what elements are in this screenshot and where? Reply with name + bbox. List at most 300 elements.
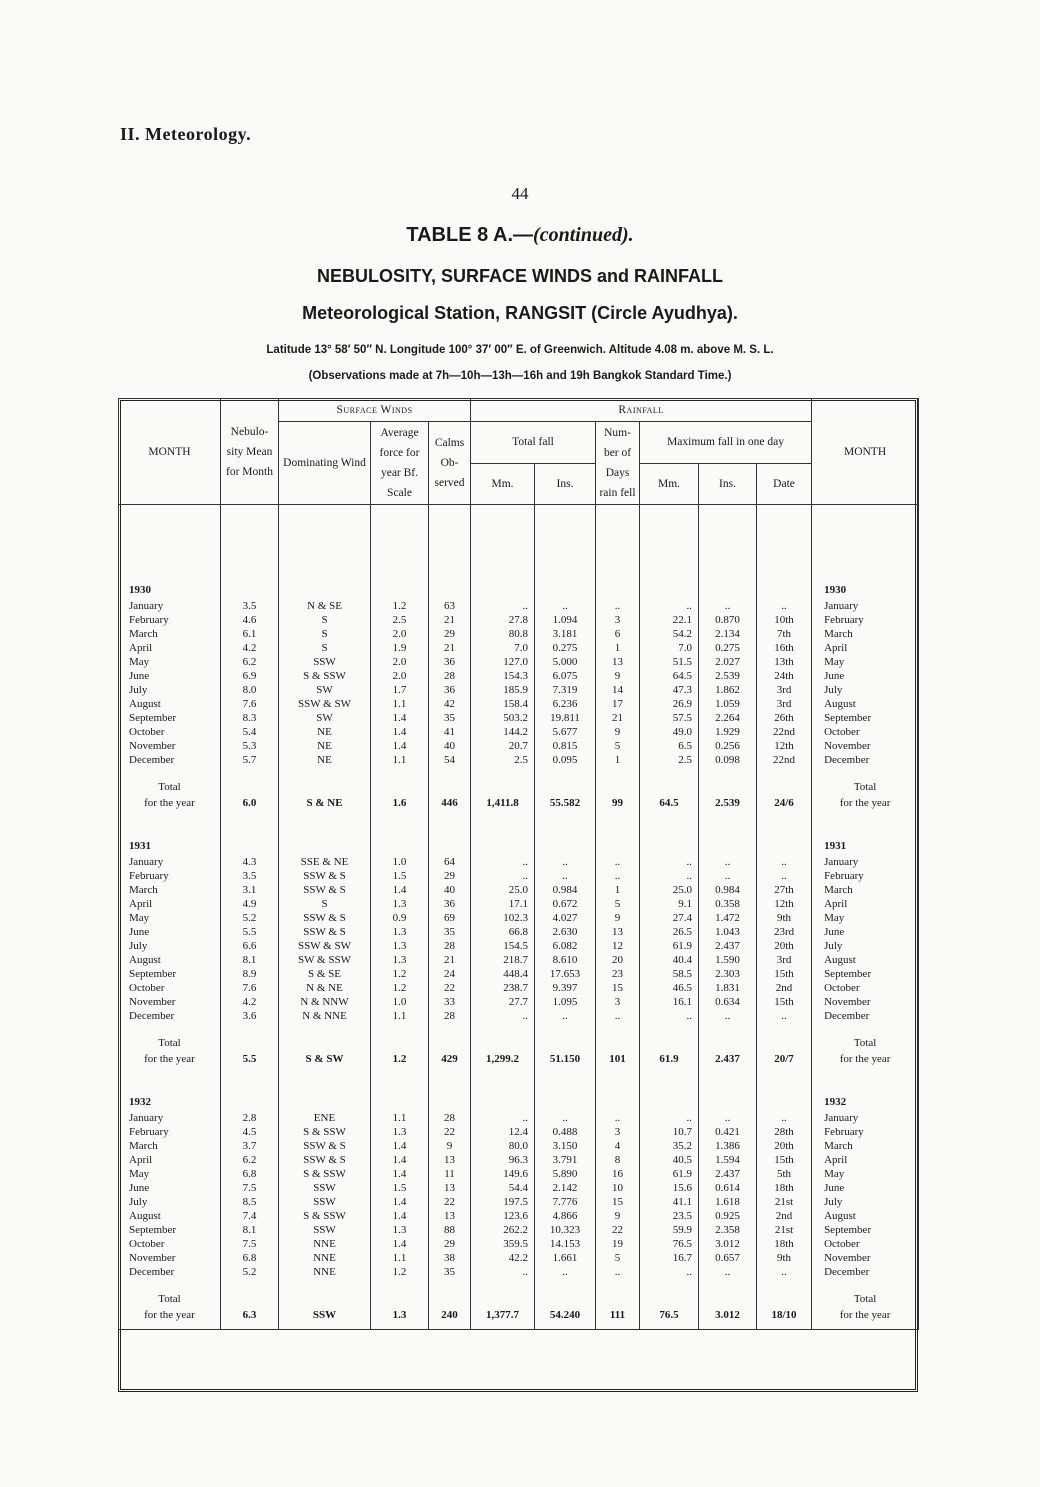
year-label: 1930	[119, 581, 221, 599]
total-label-right: Total	[812, 779, 919, 795]
empty-cell	[471, 1067, 535, 1093]
empty-cell	[757, 505, 812, 536]
empty-cell	[279, 1023, 371, 1035]
empty-cell	[535, 779, 596, 795]
rain-days: ..	[596, 1111, 640, 1125]
empty-cell	[535, 1093, 596, 1111]
total-row	[119, 1291, 919, 1307]
dominating-wind: S & SSW	[279, 1125, 371, 1139]
average-force: 1.4	[371, 883, 429, 897]
rain-days: ..	[596, 869, 640, 883]
max-date: 28th	[757, 1125, 812, 1139]
empty-cell	[596, 767, 640, 779]
empty-cell	[535, 1279, 596, 1291]
calms: 28	[429, 1009, 471, 1023]
year-row	[119, 1093, 919, 1111]
nebulosity: 4.6	[221, 613, 279, 627]
month-label-right: November	[812, 995, 919, 1009]
total-max-date: 24/6	[757, 795, 812, 811]
dominating-wind: SSE & NE	[279, 855, 371, 869]
max-date: ..	[757, 869, 812, 883]
max-date: 12th	[757, 739, 812, 753]
empty-cell	[471, 1093, 535, 1111]
rain-days: 14	[596, 683, 640, 697]
average-force: 1.3	[371, 1125, 429, 1139]
calms: 33	[429, 995, 471, 1009]
month-label-right: September	[812, 1223, 919, 1237]
month-label: June	[119, 669, 221, 683]
table-row	[119, 1153, 919, 1167]
average-force: 1.1	[371, 1251, 429, 1265]
empty-cell	[535, 1067, 596, 1093]
total-mm: 102.3	[471, 911, 535, 925]
nebulosity: 4.5	[221, 1125, 279, 1139]
total-ins: 1.095	[535, 995, 596, 1009]
empty-cell	[371, 1067, 429, 1093]
total-total-mm: 1,299.2	[471, 1051, 535, 1067]
month-label-right: June	[812, 1181, 919, 1195]
table-row	[119, 683, 919, 697]
max-date: 15th	[757, 967, 812, 981]
total-ins: 5.890	[535, 1167, 596, 1181]
month-label: February	[119, 1125, 221, 1139]
max-date: 5th	[757, 1167, 812, 1181]
month-label: July	[119, 939, 221, 953]
month-label: July	[119, 683, 221, 697]
empty-cell	[371, 1323, 429, 1330]
empty-cell	[535, 767, 596, 779]
table-row	[119, 981, 919, 995]
total-ins: 8.610	[535, 953, 596, 967]
empty-cell	[699, 1035, 757, 1051]
month-label: January	[119, 855, 221, 869]
rain-days: 13	[596, 925, 640, 939]
empty-cell	[279, 837, 371, 855]
total-ins: 3.150	[535, 1139, 596, 1153]
empty-cell	[371, 779, 429, 795]
year-label: 1931	[119, 837, 221, 855]
max-ins: 1.929	[699, 725, 757, 739]
empty-cell	[699, 1323, 757, 1330]
total-values-row	[119, 1307, 919, 1323]
max-ins: 0.256	[699, 739, 757, 753]
table-title-suffix: (continued).	[533, 224, 634, 246]
empty-cell	[596, 1323, 640, 1330]
month-label: June	[119, 925, 221, 939]
dominating-wind: N & NE	[279, 981, 371, 995]
max-mm: 61.9	[640, 939, 699, 953]
max-mm: 64.5	[640, 669, 699, 683]
total-mm: 127.0	[471, 655, 535, 669]
total-label-year: for the year	[119, 1051, 221, 1067]
total-ins: 6.082	[535, 939, 596, 953]
max-ins: 0.421	[699, 1125, 757, 1139]
empty-cell	[471, 811, 535, 837]
nebulosity: 6.6	[221, 939, 279, 953]
total-ins: 5.677	[535, 725, 596, 739]
empty-cell	[279, 505, 371, 536]
max-mm: 76.5	[640, 1237, 699, 1251]
max-ins: ..	[699, 855, 757, 869]
max-mm: ..	[640, 869, 699, 883]
col-rainfall: Rainfall	[471, 399, 812, 422]
calms: 28	[429, 1111, 471, 1125]
table-row	[119, 939, 919, 953]
nebulosity: 8.9	[221, 967, 279, 981]
max-date: 15th	[757, 1153, 812, 1167]
dominating-wind: S	[279, 613, 371, 627]
total-row	[119, 1035, 919, 1051]
empty-cell	[471, 535, 535, 581]
total-total-ins: 55.582	[535, 795, 596, 811]
calms: 13	[429, 1181, 471, 1195]
calms: 36	[429, 897, 471, 911]
empty-cell	[119, 1023, 221, 1035]
table-row	[119, 1167, 919, 1181]
max-ins: 1.043	[699, 925, 757, 939]
month-label: April	[119, 897, 221, 911]
max-date: 3rd	[757, 697, 812, 711]
nebulosity: 5.4	[221, 725, 279, 739]
calms: 88	[429, 1223, 471, 1237]
month-label: May	[119, 911, 221, 925]
total-mm: ..	[471, 599, 535, 613]
month-label-right: August	[812, 1209, 919, 1223]
dominating-wind: SSW	[279, 1181, 371, 1195]
rain-days: 6	[596, 627, 640, 641]
max-ins: 0.925	[699, 1209, 757, 1223]
max-ins: 0.275	[699, 641, 757, 655]
month-label-right: July	[812, 683, 919, 697]
total-mm: ..	[471, 855, 535, 869]
month-label-right: January	[812, 1111, 919, 1125]
month-label: July	[119, 1195, 221, 1209]
nebulosity: 8.0	[221, 683, 279, 697]
dominating-wind: SSW & S	[279, 883, 371, 897]
total-values-row	[119, 1051, 919, 1067]
average-force: 1.3	[371, 953, 429, 967]
average-force: 1.3	[371, 1223, 429, 1237]
table-row	[119, 739, 919, 753]
month-label-right: October	[812, 981, 919, 995]
empty-cell	[699, 581, 757, 599]
empty-cell	[699, 505, 757, 536]
table-row	[119, 953, 919, 967]
empty-cell	[221, 581, 279, 599]
empty-cell	[371, 505, 429, 536]
total-ins: 6.236	[535, 697, 596, 711]
empty-cell	[471, 767, 535, 779]
table-row	[119, 711, 919, 725]
nebulosity: 7.5	[221, 1181, 279, 1195]
dominating-wind: N & NNW	[279, 995, 371, 1009]
average-force: 1.5	[371, 1181, 429, 1195]
rain-days: 1	[596, 883, 640, 897]
max-mm: 54.2	[640, 627, 699, 641]
rain-days: 9	[596, 911, 640, 925]
month-label: August	[119, 697, 221, 711]
max-date: 22nd	[757, 753, 812, 767]
month-label-right: June	[812, 669, 919, 683]
max-mm: 40.5	[640, 1153, 699, 1167]
dominating-wind: SSW & S	[279, 1139, 371, 1153]
nebulosity: 4.2	[221, 641, 279, 655]
total-mm: ..	[471, 869, 535, 883]
empty-cell	[371, 1093, 429, 1111]
total-label-year-right: for the year	[812, 1051, 919, 1067]
empty-cell	[221, 1023, 279, 1035]
total-ins: 0.488	[535, 1125, 596, 1139]
max-ins: ..	[699, 599, 757, 613]
average-force: 1.3	[371, 897, 429, 911]
calms: 29	[429, 627, 471, 641]
calms: 28	[429, 939, 471, 953]
rain-days: 4	[596, 1139, 640, 1153]
dominating-wind: N & SE	[279, 599, 371, 613]
col-max-mm: Mm.	[640, 463, 699, 505]
nebulosity: 7.6	[221, 981, 279, 995]
month-label: December	[119, 1265, 221, 1279]
month-label: October	[119, 981, 221, 995]
empty-cell	[535, 837, 596, 855]
total-max-date: 18/10	[757, 1307, 812, 1323]
total-max-mm: 61.9	[640, 1051, 699, 1067]
nebulosity: 3.5	[221, 869, 279, 883]
total-ins: 5.000	[535, 655, 596, 669]
table-row	[119, 1009, 919, 1023]
max-date: 18th	[757, 1237, 812, 1251]
col-calms: Calms Ob- served	[429, 422, 471, 505]
calms: 9	[429, 1139, 471, 1153]
empty-cell	[279, 1323, 371, 1330]
dominating-wind: ENE	[279, 1111, 371, 1125]
max-mm: 49.0	[640, 725, 699, 739]
empty-cell	[471, 581, 535, 599]
empty-cell	[596, 837, 640, 855]
total-label-year: for the year	[119, 1307, 221, 1323]
max-ins: 0.098	[699, 753, 757, 767]
month-label: August	[119, 953, 221, 967]
month-label-right: March	[812, 627, 919, 641]
nebulosity: 5.5	[221, 925, 279, 939]
table-row	[119, 869, 919, 883]
rain-days: 9	[596, 725, 640, 739]
empty-cell	[471, 1291, 535, 1307]
empty-cell	[596, 505, 640, 536]
max-mm: ..	[640, 599, 699, 613]
max-mm: 40.4	[640, 953, 699, 967]
empty-cell	[119, 1067, 221, 1093]
month-label: November	[119, 1251, 221, 1265]
max-ins: 2.027	[699, 655, 757, 669]
average-force: 1.3	[371, 939, 429, 953]
max-ins: ..	[699, 1009, 757, 1023]
empty-cell	[279, 1291, 371, 1307]
max-mm: 2.5	[640, 753, 699, 767]
empty-cell	[535, 581, 596, 599]
calms: 35	[429, 1265, 471, 1279]
table-body	[119, 505, 919, 1330]
max-mm: ..	[640, 855, 699, 869]
month-label: October	[119, 725, 221, 739]
dominating-wind: SSW & S	[279, 911, 371, 925]
max-mm: 41.1	[640, 1195, 699, 1209]
col-surface-winds: Surface Winds	[279, 399, 471, 422]
month-label: August	[119, 1209, 221, 1223]
station-name: Meteorological Station, RANGSIT (Circle Ayudhya).	[302, 303, 738, 323]
max-date: 3rd	[757, 683, 812, 697]
empty-cell	[429, 837, 471, 855]
calms: 29	[429, 869, 471, 883]
max-mm: 6.5	[640, 739, 699, 753]
meteorology-table	[118, 398, 919, 1330]
average-force: 1.1	[371, 697, 429, 711]
dominating-wind: NNE	[279, 1237, 371, 1251]
rain-days: ..	[596, 599, 640, 613]
empty-cell	[221, 1093, 279, 1111]
rain-days: 3	[596, 613, 640, 627]
total-total-mm: 1,377.7	[471, 1307, 535, 1323]
nebulosity: 4.3	[221, 855, 279, 869]
section-title: II. Meteorology.	[120, 124, 252, 144]
total-mm: 54.4	[471, 1181, 535, 1195]
nebulosity: 7.6	[221, 697, 279, 711]
month-label-right: May	[812, 1167, 919, 1181]
table-row	[119, 925, 919, 939]
average-force: 1.2	[371, 967, 429, 981]
average-force: 1.2	[371, 599, 429, 613]
total-mm: 66.8	[471, 925, 535, 939]
max-ins: 1.831	[699, 981, 757, 995]
max-ins: 1.594	[699, 1153, 757, 1167]
total-label-year: for the year	[119, 795, 221, 811]
total-mm: 154.3	[471, 669, 535, 683]
max-ins: 3.012	[699, 1237, 757, 1251]
dominating-wind: NE	[279, 739, 371, 753]
calms: 22	[429, 981, 471, 995]
dominating-wind: SSW & SW	[279, 697, 371, 711]
month-label: February	[119, 613, 221, 627]
total-mm: 218.7	[471, 953, 535, 967]
average-force: 1.0	[371, 995, 429, 1009]
total-average-force: 1.6	[371, 795, 429, 811]
empty-cell	[757, 1067, 812, 1093]
total-mm: 96.3	[471, 1153, 535, 1167]
table-row	[119, 599, 919, 613]
empty-cell	[371, 1035, 429, 1051]
nebulosity: 3.6	[221, 1009, 279, 1023]
max-ins: 0.614	[699, 1181, 757, 1195]
empty-cell	[119, 535, 221, 581]
empty-cell	[596, 1067, 640, 1093]
nebulosity: 8.5	[221, 1195, 279, 1209]
calms: 21	[429, 613, 471, 627]
max-mm: 15.6	[640, 1181, 699, 1195]
calms: 11	[429, 1167, 471, 1181]
rain-days: 8	[596, 1153, 640, 1167]
max-date: 20th	[757, 1139, 812, 1153]
total-label: Total	[119, 1035, 221, 1051]
month-label: May	[119, 1167, 221, 1181]
total-nebulosity: 5.5	[221, 1051, 279, 1067]
month-label: February	[119, 869, 221, 883]
total-nebulosity: 6.3	[221, 1307, 279, 1323]
table-row	[119, 911, 919, 925]
calms: 38	[429, 1251, 471, 1265]
average-force: 1.4	[371, 1167, 429, 1181]
calms: 28	[429, 669, 471, 683]
empty-cell	[429, 535, 471, 581]
empty-cell	[429, 1023, 471, 1035]
month-label: May	[119, 655, 221, 669]
month-label-right: August	[812, 697, 919, 711]
month-label: November	[119, 739, 221, 753]
max-date: ..	[757, 1111, 812, 1125]
empty-cell	[221, 1323, 279, 1330]
total-rain-days: 101	[596, 1051, 640, 1067]
empty-cell	[371, 1279, 429, 1291]
empty-cell	[371, 1023, 429, 1035]
max-ins: 2.539	[699, 669, 757, 683]
max-ins: 1.590	[699, 953, 757, 967]
nebulosity: 8.1	[221, 953, 279, 967]
total-ins: 3.181	[535, 627, 596, 641]
total-mm: 448.4	[471, 967, 535, 981]
month-label: November	[119, 995, 221, 1009]
average-force: 1.4	[371, 1139, 429, 1153]
total-mm: 197.5	[471, 1195, 535, 1209]
calms: 21	[429, 953, 471, 967]
empty-cell	[757, 837, 812, 855]
empty-cell	[596, 1035, 640, 1051]
month-label: June	[119, 1181, 221, 1195]
max-mm: 27.4	[640, 911, 699, 925]
empty-cell	[221, 837, 279, 855]
average-force: 1.4	[371, 739, 429, 753]
max-mm: ..	[640, 1111, 699, 1125]
total-max-ins: 2.437	[699, 1051, 757, 1067]
month-label-right: April	[812, 897, 919, 911]
empty-cell	[221, 535, 279, 581]
col-maximum-fall: Maximum fall in one day	[640, 422, 812, 464]
total-ins: 6.075	[535, 669, 596, 683]
month-label: December	[119, 1009, 221, 1023]
max-date: 3rd	[757, 953, 812, 967]
empty-cell	[471, 1323, 535, 1330]
max-date: 23rd	[757, 925, 812, 939]
calms: 69	[429, 911, 471, 925]
average-force: 1.4	[371, 1153, 429, 1167]
max-ins: ..	[699, 1265, 757, 1279]
empty-cell	[640, 779, 699, 795]
nebulosity: 7.5	[221, 1237, 279, 1251]
empty-cell	[535, 811, 596, 837]
table-row	[119, 627, 919, 641]
max-ins: 2.437	[699, 939, 757, 953]
total-label: Total	[119, 1291, 221, 1307]
total-ins: ..	[535, 1009, 596, 1023]
empty-cell	[535, 1291, 596, 1307]
table-title-main: TABLE 8 A.—	[406, 224, 534, 246]
empty-cell	[640, 767, 699, 779]
empty-cell	[535, 1323, 596, 1330]
calms: 21	[429, 641, 471, 655]
rain-days: ..	[596, 1009, 640, 1023]
calms: 40	[429, 739, 471, 753]
dominating-wind: SSW & S	[279, 925, 371, 939]
total-rain-days: 99	[596, 795, 640, 811]
empty-cell	[596, 581, 640, 599]
